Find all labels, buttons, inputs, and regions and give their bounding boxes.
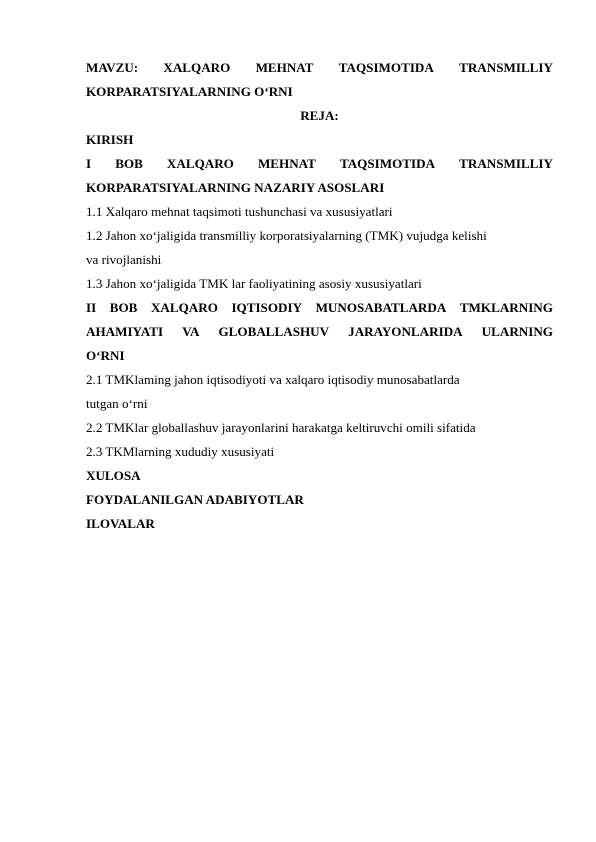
chapter-1-title-line-1 — [86, 152, 553, 176]
chapter-word: XALQARO — [150, 300, 218, 315]
title-word: TAQSIMOTIDA — [338, 60, 434, 75]
title-word: XALQARO — [163, 60, 231, 75]
chapter-word: GLOBALLASHUV — [218, 324, 330, 339]
references-heading: FOYDALANILGAN ADABIYOTLAR — [86, 492, 304, 507]
section-2-1-line-1: 2.1 TMKlaming jahon iqtisodiyoti va xalqaro iqtisodiy munosabatlarda — [86, 372, 460, 387]
topic-title-line-2: KORPARATSIYALARNING O‘RNI — [86, 84, 293, 99]
chapter-word: VA — [182, 324, 200, 339]
chapter-2-title-line-3: O‘RNI — [86, 348, 125, 363]
topic-title-line-1 — [86, 56, 553, 80]
section-1-3: 1.3 Jahon xo‘jaligida TMK lar faoliyatining asosiy xususiyatlari — [86, 276, 422, 291]
chapter-word: TMKLARNING — [459, 300, 553, 315]
chapter-1-title-line-2: KORPARATSIYALARNING NAZARIY ASOSLARI — [86, 180, 385, 195]
intro-heading: KIRISH — [86, 132, 134, 147]
chapter-word: ULARNING — [481, 324, 553, 339]
chapter-2-title-line-1 — [86, 296, 553, 320]
plan-heading: REJA: — [300, 108, 339, 123]
chapter-word: IQTISODIY — [231, 300, 303, 315]
chapter-word: TRANSMILLIY — [459, 156, 553, 171]
chapter-word: JARAYONLARIDA — [348, 324, 463, 339]
section-2-3: 2.3 TKMlarning xududiy xususiyati — [86, 444, 275, 459]
chapter-word: MUNOSABATLARDA — [315, 300, 447, 315]
chapter-word: II — [86, 300, 97, 315]
section-1-1: 1.1 Xalqaro mehnat taqsimoti tushunchasi va xususiyatlari — [86, 204, 393, 219]
document-content — [86, 56, 553, 536]
chapter-word: BOB — [109, 300, 138, 315]
chapter-word: AHAMIYATI — [86, 324, 164, 339]
chapter-word: I — [86, 156, 92, 171]
section-1-2-line-1: 1.2 Jahon xo‘jaligida transmilliy korporatsiyalarning (TMK) vujudga kelishi — [86, 228, 487, 243]
chapter-word: BOB — [115, 156, 143, 171]
title-word: MAVZU: — [86, 60, 139, 75]
appendices-heading: ILOVALAR — [86, 516, 155, 531]
chapter-word: MEHNAT — [257, 156, 316, 171]
title-word: MEHNAT — [255, 60, 314, 75]
section-2-2: 2.2 TMKlar globallashuv jarayonlarini harakatga keltiruvchi omili sifatida — [86, 420, 476, 435]
title-word: TRANSMILLIY — [459, 60, 553, 75]
section-1-2-line-2: va rivojlanishi — [86, 252, 162, 267]
chapter-word: XALQARO — [166, 156, 234, 171]
chapter-word: TAQSIMOTIDA — [339, 156, 436, 171]
chapter-2-title-line-2 — [86, 320, 553, 344]
section-2-1-line-2: tutgan o‘rni — [86, 396, 148, 411]
conclusion-heading: XULOSA — [86, 468, 141, 483]
